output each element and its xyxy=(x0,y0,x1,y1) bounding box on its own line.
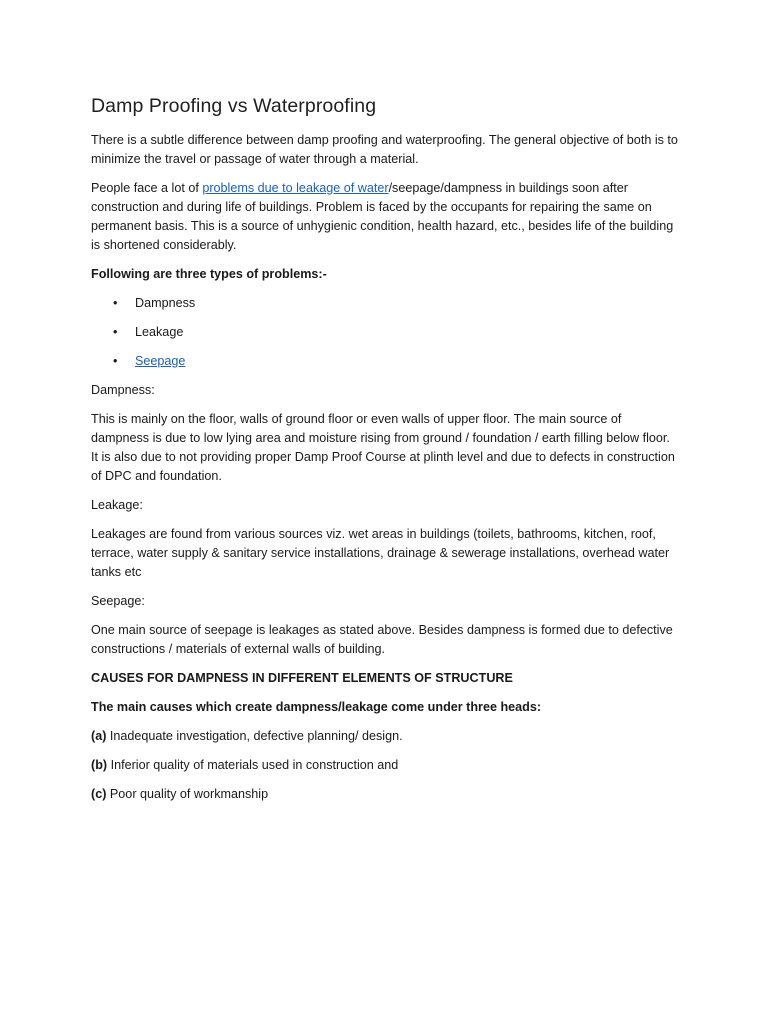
leakage-problems-link[interactable]: problems due to leakage of water xyxy=(202,181,389,195)
list-item-label: Leakage xyxy=(135,325,184,339)
cause-text: Poor quality of workmanship xyxy=(106,787,269,801)
leakage-heading: Leakage: xyxy=(91,498,143,512)
problem-types-list xyxy=(91,294,678,371)
dampness-heading: Dampness: xyxy=(91,383,155,397)
cause-marker: (b) xyxy=(91,758,108,772)
types-heading: Following are three types of problems:- xyxy=(91,267,327,281)
causes-heading: CAUSES FOR DAMPNESS IN DIFFERENT ELEMENTS OF STRUCTURE xyxy=(91,671,513,685)
list-item-leakage xyxy=(91,323,678,342)
cause-item-c xyxy=(91,785,678,804)
bullet-icon: • xyxy=(113,354,118,368)
cause-item-a xyxy=(91,727,678,746)
seepage-heading: Seepage: xyxy=(91,594,145,608)
cause-text: Inadequate investigation, defective planning/ design. xyxy=(106,729,403,743)
leakage-paragraph: Leakages are found from various sources viz. wet areas in buildings (toilets, bathrooms, kitchen, roof, terrace, water supply & sanitary service installations, drainage & sewerage installations, overhead water tanks etc xyxy=(91,527,670,579)
list-item-label: Dampness xyxy=(135,296,196,310)
seepage-paragraph: One main source of seepage is leakages as stated above. Besides dampness is formed due to defective constructions / materials of external walls of building. xyxy=(91,623,673,656)
cause-text: Inferior quality of materials used in construction and xyxy=(107,758,399,772)
page-title: Damp Proofing vs Waterproofing xyxy=(91,95,377,117)
cause-marker: (c) xyxy=(91,787,107,801)
list-item-seepage xyxy=(91,352,678,371)
bullet-icon: • xyxy=(113,296,118,310)
problems-paragraph xyxy=(91,179,678,255)
cause-item-b xyxy=(91,756,678,775)
dampness-paragraph: This is mainly on the floor, walls of ground floor or even walls of upper floor. The main source of dampness is due to low lying area and moisture rising from ground / foundation / earth filling below floor. It is also due to not providing proper Damp Proof Course at plinth level and due to defects in construction of DPC and foundation. xyxy=(91,412,675,483)
cause-marker: (a) xyxy=(91,729,107,743)
list-item-dampness xyxy=(91,294,678,313)
intro-paragraph: There is a subtle difference between damp proofing and waterproofing. The general objective of both is to minimize the travel or passage of water through a material. xyxy=(91,133,678,166)
problems-text-before: People face a lot of xyxy=(91,181,203,195)
bullet-icon: • xyxy=(113,325,118,339)
causes-intro: The main causes which create dampness/leakage come under three heads: xyxy=(91,700,542,714)
problems-text-after: /seepage/dampness in buildings soon after construction and during life of buildings. Problem is faced by the occupants for repairing the same on permanent basis. This is a source of unhygienic condition, health hazard, etc., besides life of the building is shortened considerably. xyxy=(91,181,674,252)
seepage-link[interactable]: Seepage xyxy=(135,354,186,368)
